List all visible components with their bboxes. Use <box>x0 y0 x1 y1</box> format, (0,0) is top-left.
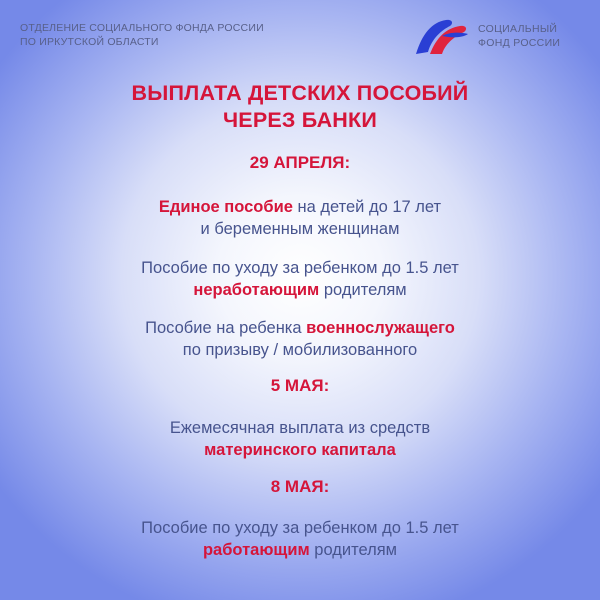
brand-name-line1: СОЦИАЛЬНЫЙ <box>478 23 558 35</box>
benefit-line-2: и беременным женщинам <box>200 220 400 238</box>
date-heading-29-april: 29 АПРЕЛЯ: <box>249 153 351 172</box>
benefit-line-2 <box>0 539 600 561</box>
benefit-text: родителям <box>319 281 407 299</box>
benefit-line-1 <box>0 196 600 218</box>
date-heading-5-may: 5 МАЯ: <box>270 376 330 395</box>
highlight-text: военнослужащего <box>306 319 455 337</box>
date-heading-8-may: 8 МАЯ: <box>270 477 330 496</box>
highlight-text: работающим <box>202 541 310 559</box>
benefit-item-maternity-capital <box>0 417 600 461</box>
benefit-item-childcare-employed <box>0 517 600 561</box>
org-name-line1: ОТДЕЛЕНИЕ СОЦИАЛЬНОГО ФОНДА РОССИИ <box>20 22 264 34</box>
benefit-line-1: Пособие по уходу за ребенком до 1.5 лет <box>141 259 459 277</box>
org-name-line2: ПО ИРКУТСКОЙ ОБЛАСТИ <box>20 36 159 48</box>
benefit-text: на детей до 17 лет <box>292 198 442 216</box>
benefit-item-childcare-unemployed <box>0 257 600 301</box>
benefit-line-2: по призыву / мобилизованного <box>182 341 418 359</box>
benefit-line-2 <box>0 279 600 301</box>
brand-name <box>478 22 560 50</box>
benefit-text: родителям <box>309 541 398 559</box>
benefit-line-1 <box>0 317 600 339</box>
org-name <box>20 21 264 49</box>
highlight-text: материнского капитала <box>204 441 396 459</box>
benefit-text: Пособие на ребенка <box>145 319 307 337</box>
benefit-line-2 <box>0 439 600 461</box>
page-title <box>0 80 600 134</box>
title-line1: ВЫПЛАТА ДЕТСКИХ ПОСОБИЙ <box>131 81 469 105</box>
sfr-logo-icon <box>412 14 472 58</box>
benefit-item-unified-allowance <box>0 196 600 240</box>
highlight-text: неработающим <box>193 281 320 299</box>
benefit-item-military-child <box>0 317 600 361</box>
benefit-line-1: Ежемесячная выплата из средств <box>169 419 431 437</box>
benefit-line-1: Пособие по уходу за ребенком до 1.5 лет <box>141 519 459 537</box>
title-line2: ЧЕРЕЗ БАНКИ <box>222 108 378 132</box>
brand-name-line2: ФОНД РОССИИ <box>478 37 561 49</box>
highlight-text: Единое пособие <box>158 198 293 216</box>
